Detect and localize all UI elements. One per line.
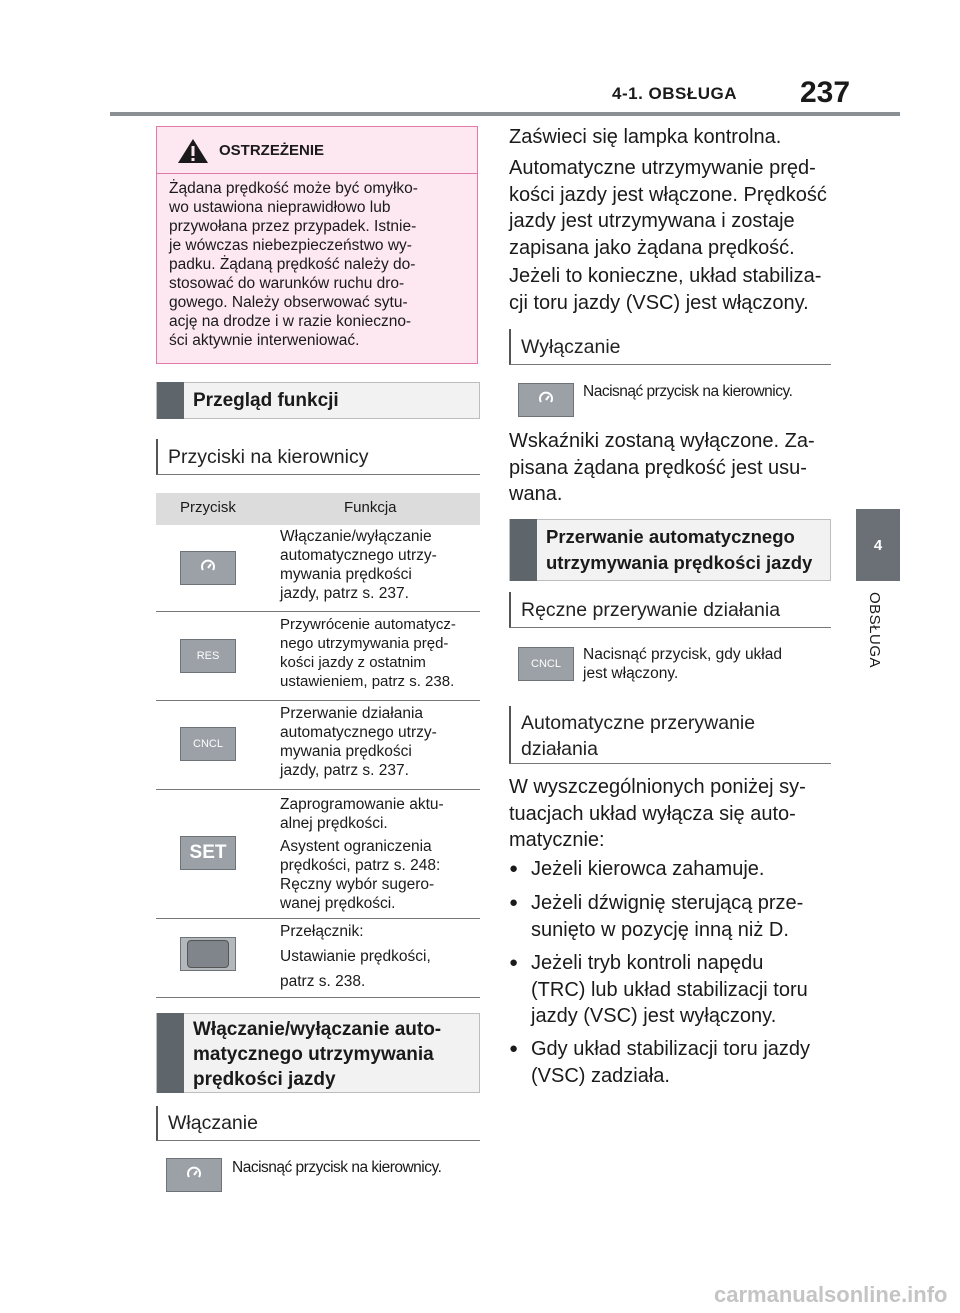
subhead-disable: Wyłączanie	[509, 329, 831, 365]
section-bar-overview	[156, 382, 480, 419]
section-title: Przerwanie automatycznego utrzymywania prędkości jazdy	[546, 526, 813, 573]
table-header	[156, 493, 480, 525]
section-title: Włączanie/wyłączanie auto- matycznego utrzymywania prędkości jazdy	[193, 1019, 442, 1090]
cruise-icon	[199, 559, 217, 577]
chapter-tab[interactable]	[856, 509, 900, 581]
section-bar-interrupt	[509, 519, 831, 581]
col-header-button: Przycisk	[180, 499, 236, 516]
cruise-button[interactable]	[518, 383, 574, 417]
disable-instruction: Nacisnąć przycisk na kierownicy.	[583, 383, 793, 400]
table-row: Zaprogramowanie aktu- alnej prędkości. Asystent ograniczenia prędkości, patrz s. 248: Ręczny wybór sugero- wanej prędkości.	[280, 796, 444, 912]
manual-instruction: Nacisnąć przycisk, gdy układ jest włączony.	[583, 646, 782, 682]
section-title: Przegląd funkcji	[193, 390, 339, 411]
col-header-function: Funkcja	[344, 499, 397, 516]
bullet-list	[509, 856, 831, 1096]
page-number: 237	[800, 76, 851, 109]
cruise-icon	[537, 391, 555, 409]
row-divider	[156, 789, 480, 790]
cruise-icon	[185, 1166, 203, 1184]
bullet-icon: ●	[509, 860, 519, 877]
row-divider	[156, 997, 480, 998]
subhead-buttons: Przyciski na kierownicy	[156, 439, 480, 475]
res-button[interactable]: RES	[180, 639, 236, 673]
bullet-icon: ●	[509, 894, 519, 911]
warning-text: Żądana prędkość może być omyłko- wo ustawiona nieprawidłowo lub przywołana przez przypadek. Istnie- je wówczas niebezpieczeństwo wy- padku. Żądaną prędkość należy do- stosować do warunków ruchu dro- gowego. Należy obserwować sytu- ację na drodze i w razie konieczno- ści aktywnie interweniować.	[169, 180, 418, 349]
running-header-section: 4-1. OBSŁUGA	[612, 84, 738, 103]
table-row: Przywrócenie automatycz- nego utrzymywania pręd- kości jazdy z ostatnim ustawieniem, patrz s. 238.	[280, 616, 456, 690]
chapter-number: 4	[873, 536, 883, 554]
warning-box	[156, 126, 478, 364]
chapter-label: OBSŁUGA	[866, 592, 883, 669]
rocker-switch-icon	[187, 940, 229, 968]
cncl-button[interactable]: CNCL	[180, 727, 236, 761]
list-item: ● Jeżeli tryb kontroli napędu (TRC) lub układ stabilizacji toru jazdy (VSC) jest wyłączony.	[509, 952, 808, 1027]
table-row: Przerwanie działania automatycznego utrzy- mywania prędkości jazdy, patrz s. 237.	[280, 705, 437, 779]
subhead-auto: Automatyczne przerywanie działania	[509, 706, 831, 764]
cruise-button[interactable]	[180, 551, 236, 585]
row-divider	[156, 918, 480, 919]
subhead-enable: Włączanie	[156, 1106, 480, 1141]
list-item: ● Gdy układ stabilizacji toru jazdy (VSC) zadziała.	[509, 1038, 811, 1087]
list-item: ● Jeżeli kierowca zahamuje.	[509, 858, 765, 880]
paragraph: Wskaźniki zostaną wyłączone. Za- pisana żądana prędkość jest usu- wana.	[509, 430, 815, 505]
bullet-icon: ●	[509, 1040, 519, 1057]
watermark: carmanualsonline.info	[714, 1282, 948, 1307]
header-rule	[110, 112, 900, 116]
set-button[interactable]: SET	[180, 836, 236, 870]
cncl-button[interactable]: CNCL	[518, 647, 574, 681]
row-divider	[156, 700, 480, 701]
table-row: Włączanie/wyłączanie automatycznego utrzy- mywania prędkości jazdy, patrz s. 237.	[280, 528, 437, 602]
row-divider	[156, 611, 480, 612]
paragraph: Automatyczne utrzymywanie pręd- kości jazdy jest włączone. Prędkość jazdy jest utrzymywana i zostaje zapisana jako żądana prędkość.	[509, 157, 827, 259]
enable-instruction: Nacisnąć przycisk na kierownicy.	[232, 1159, 442, 1176]
warning-header	[157, 127, 477, 174]
warning-title: OSTRZEŻENIE	[219, 142, 325, 159]
table-row: Przełącznik: Ustawianie prędkości, patrz s. 238.	[280, 923, 431, 990]
list-item: ● Jeżeli dźwignię sterującą prze- sunięto w pozycję inną niż D.	[509, 892, 804, 941]
paragraph: Jeżeli to konieczne, układ stabiliza- cji toru jazdy (VSC) jest włączony.	[509, 265, 822, 314]
speed-rocker-switch[interactable]	[180, 937, 236, 971]
section-bar-onoff	[156, 1013, 480, 1093]
cruise-button[interactable]	[166, 1158, 222, 1192]
warning-icon	[177, 138, 209, 164]
bullet-icon: ●	[509, 954, 519, 971]
paragraph: Zaświeci się lampka kontrolna.	[509, 126, 782, 148]
paragraph: W wyszczególnionych poniżej sy- tuacjach układ wyłącza się auto- matycznie:	[509, 776, 806, 851]
subhead-manual: Ręczne przerywanie działania	[509, 592, 831, 628]
